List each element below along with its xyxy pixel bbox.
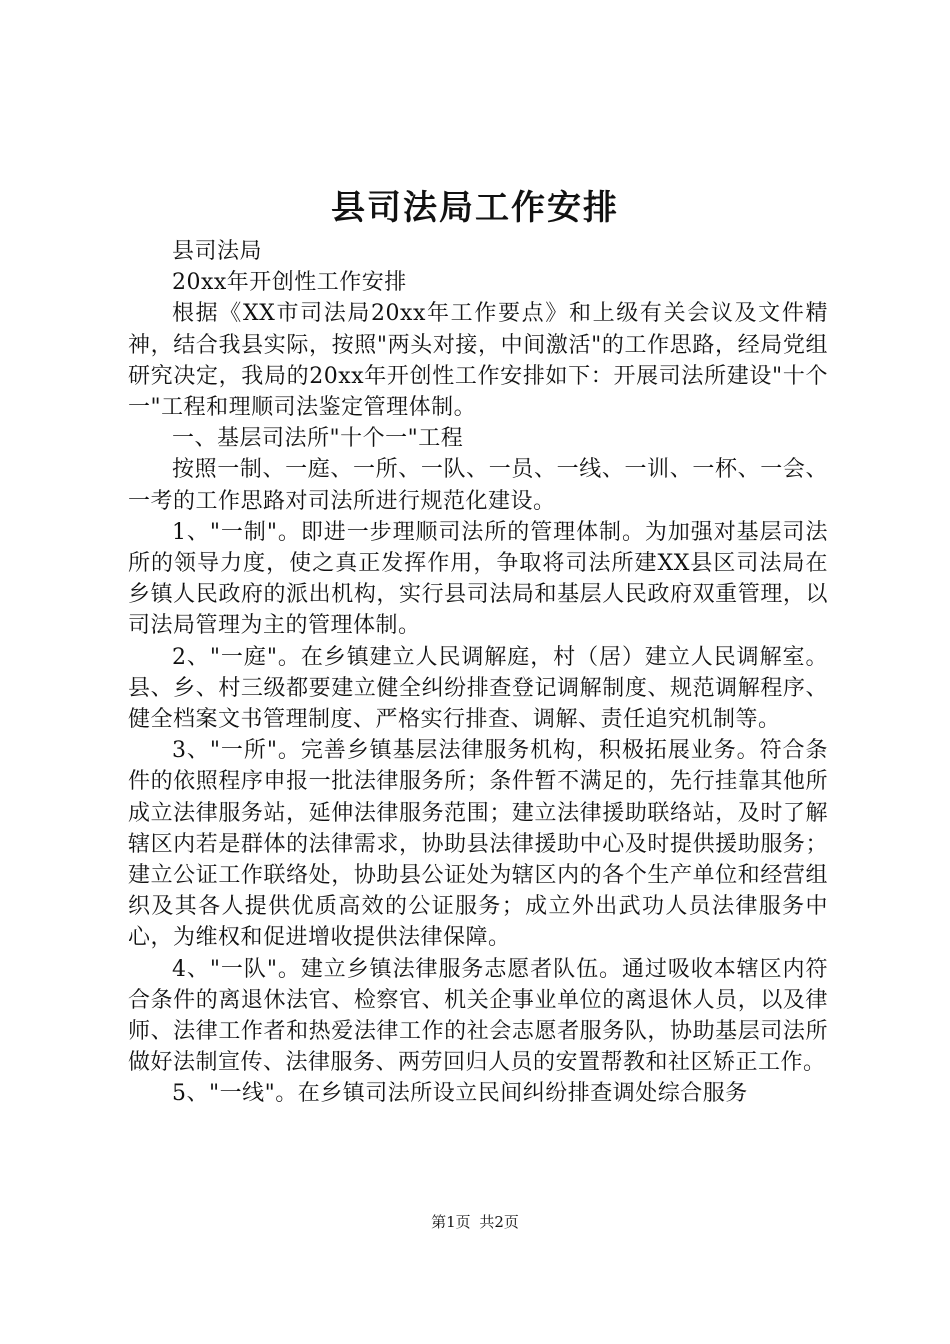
paragraph-subtitle: 20xx年开创性工作安排 — [172, 270, 407, 296]
document-title: 县司法局工作安排 — [331, 188, 619, 228]
paragraph-item-2: 2、"一庭"。在乡镇建立人民调解庭，村（居）建立人民调解室。县、乡、村三级都要建立健全纠纷排查登记调解制度、规范调解程序、健全档案文书管理制度、严格实行排查、调解、责任追究机制等。 — [128, 644, 828, 733]
paragraph-intro: 根据《XX市司法局20xx年工作要点》和上级有关会议及文件精神，结合我县实际，按照"两头对接，中间激活"的工作思路，经局党组研究决定，我局的20xx年开创性工作安排如下：开展司法所建设"十个一"工程和理顺司法鉴定管理体制。 — [128, 301, 828, 421]
page-number: 第1页 — [431, 1213, 471, 1231]
paragraph-item-4: 4、"一队"。建立乡镇法律服务志愿者队伍。通过吸收本辖区内符合条件的离退休法官、检察官、机关企事业单位的离退休人员，以及律师、法律工作者和热爱法律工作的社会志愿者服务队，协助基层司法所做好法制宣传、法律服务、两劳回归人员的安置帮教和社区矫正工作。 — [128, 956, 828, 1076]
document-body — [128, 236, 828, 1110]
paragraph-overview: 按照一制、一庭、一所、一队、一员、一线、一训、一杯、一会、一考的工作思路对司法所进行规范化建设。 — [128, 457, 828, 514]
paragraph-item-1: 1、"一制"。即进一步理顺司法所的管理体制。为加强对基层司法所的领导力度，使之真正发挥作用，争取将司法所建XX县区司法局在乡镇人民政府的派出机构，实行县司法局和基层人民政府双重管理，以司法局管理为主的管理体制。 — [128, 519, 828, 639]
section-heading: 一、基层司法所"十个一"工程 — [172, 426, 464, 452]
paragraph-item-3: 3、"一所"。完善乡镇基层法律服务机构，积极拓展业务。符合条件的依照程序申报一批法律服务所；条件暂不满足的，先行挂靠其他所成立法律服务站，延伸法律服务范围；建立法律援助联络站，及时了解辖区内若是群体的法律需求，协助县法律援助中心及时提供援助服务；建立公证工作联络处，协助县公证处为辖区内的各个生产单位和经营组织及其各人提供优质高效的公证服务；成立外出武功人员法律服务中心，为维权和促进增收提供法律保障。 — [128, 738, 828, 951]
paragraph-department: 县司法局 — [172, 239, 263, 264]
paragraph-item-5: 5、"一线"。在乡镇司法所设立民间纠纷排查调处综合服务 — [172, 1081, 748, 1107]
page-total: 共2页 — [479, 1213, 519, 1231]
page-footer — [0, 1212, 950, 1232]
